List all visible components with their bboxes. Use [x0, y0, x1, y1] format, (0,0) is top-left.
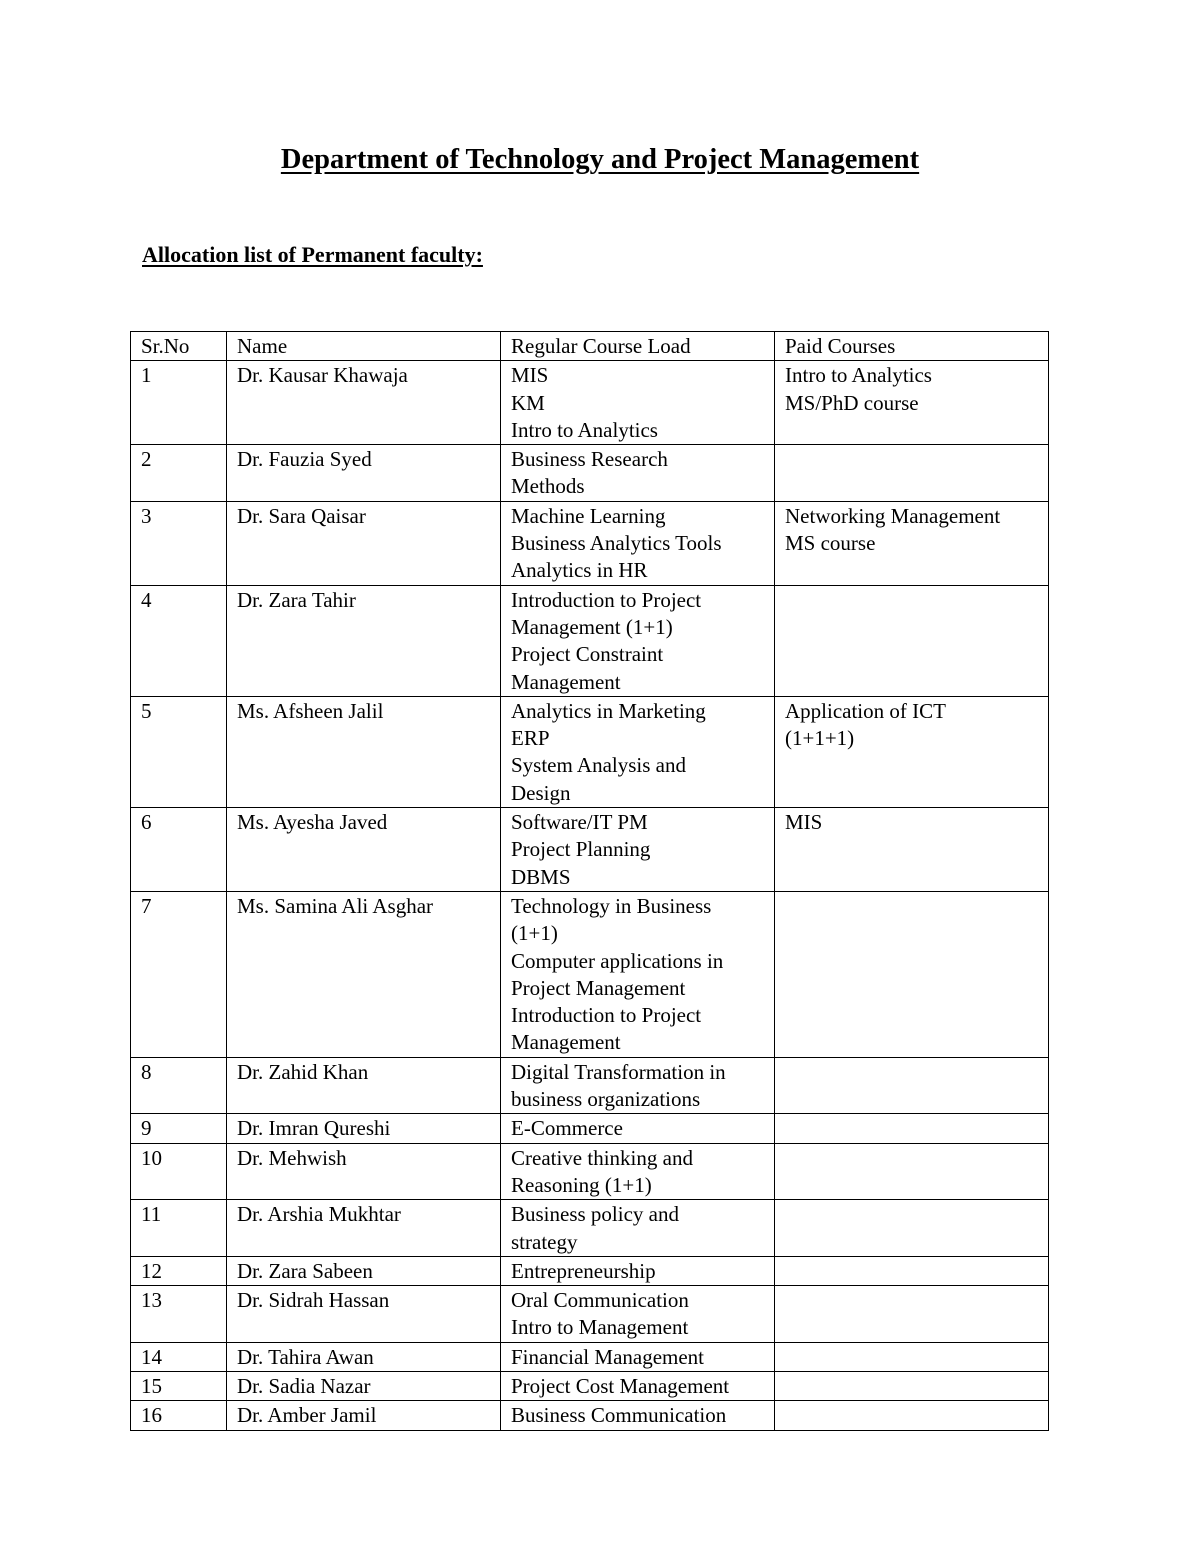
table-row	[131, 361, 1049, 445]
cell-regular-course-load	[501, 585, 775, 696]
cell-regular-course-load	[501, 1342, 775, 1371]
cell-paid-courses	[775, 891, 1049, 1057]
table-row	[131, 1114, 1049, 1143]
regular-course-line: DBMS	[511, 864, 571, 889]
cell-faculty-name: Dr. Kausar Khawaja	[227, 361, 501, 445]
cell-paid-courses	[775, 501, 1049, 585]
table-row	[131, 891, 1049, 1057]
cell-paid-courses	[775, 1401, 1049, 1430]
cell-sr-no: 14	[131, 1342, 227, 1371]
header-sr-no: Sr.No	[131, 332, 227, 361]
cell-regular-course-load	[501, 1200, 775, 1257]
cell-sr-no: 6	[131, 808, 227, 892]
paid-course-line: Intro to Analytics	[785, 363, 932, 388]
regular-course-line: Business Research	[511, 447, 668, 472]
table-row	[131, 1342, 1049, 1371]
regular-course-line: (1+1)	[511, 921, 558, 946]
cell-regular-course-load	[501, 1286, 775, 1343]
section-subtitle: Allocation list of Permanent faculty:	[142, 242, 483, 267]
paid-course-line: MIS	[785, 810, 823, 835]
regular-course-line: Reasoning (1+1)	[511, 1172, 652, 1197]
table-row	[131, 808, 1049, 892]
cell-regular-course-load	[501, 891, 775, 1057]
table-row	[131, 696, 1049, 807]
regular-course-line: Computer applications in	[511, 948, 724, 973]
cell-faculty-name: Dr. Fauzia Syed	[227, 445, 501, 502]
cell-paid-courses	[775, 808, 1049, 892]
header-regular-course-load: Regular Course Load	[501, 332, 775, 361]
cell-faculty-name: Dr. Sadia Nazar	[227, 1371, 501, 1400]
table-body	[131, 361, 1049, 1430]
regular-course-line: Project Planning	[511, 837, 651, 862]
regular-course-line: Project Management	[511, 975, 686, 1000]
regular-course-line: Business Communication	[511, 1403, 727, 1428]
cell-sr-no: 12	[131, 1256, 227, 1285]
regular-course-line: Management (1+1)	[511, 614, 673, 639]
regular-course-line: Digital Transformation in	[511, 1059, 726, 1084]
paid-course-line: Application of ICT	[785, 698, 946, 723]
table-row	[131, 501, 1049, 585]
cell-faculty-name: Dr. Sara Qaisar	[227, 501, 501, 585]
cell-paid-courses	[775, 361, 1049, 445]
cell-sr-no: 15	[131, 1371, 227, 1400]
header-name: Name	[227, 332, 501, 361]
cell-faculty-name: Ms. Afsheen Jalil	[227, 696, 501, 807]
regular-course-line: Business policy and	[511, 1202, 679, 1227]
faculty-allocation-table	[130, 331, 1049, 1431]
regular-course-line: Analytics in Marketing	[511, 698, 706, 723]
regular-course-line: Management	[511, 1030, 621, 1055]
cell-paid-courses	[775, 1342, 1049, 1371]
cell-sr-no: 5	[131, 696, 227, 807]
regular-course-line: E-Commerce	[511, 1116, 623, 1141]
cell-faculty-name: Dr. Tahira Awan	[227, 1342, 501, 1371]
cell-sr-no: 9	[131, 1114, 227, 1143]
regular-course-line: Financial Management	[511, 1344, 705, 1369]
regular-course-line: strategy	[511, 1229, 578, 1254]
cell-regular-course-load	[501, 445, 775, 502]
cell-sr-no: 8	[131, 1057, 227, 1114]
cell-faculty-name: Dr. Zara Tahir	[227, 585, 501, 696]
header-paid-courses: Paid Courses	[775, 332, 1049, 361]
regular-course-line: System Analysis and	[511, 753, 687, 778]
cell-sr-no: 3	[131, 501, 227, 585]
table-header-row	[131, 332, 1049, 361]
table-row	[131, 445, 1049, 502]
cell-paid-courses	[775, 1371, 1049, 1400]
cell-sr-no: 13	[131, 1286, 227, 1343]
cell-regular-course-load	[501, 1371, 775, 1400]
page-title: Department of Technology and Project Management	[280, 144, 920, 175]
cell-paid-courses	[775, 445, 1049, 502]
cell-regular-course-load	[501, 1256, 775, 1285]
cell-paid-courses	[775, 1286, 1049, 1343]
cell-faculty-name: Dr. Sidrah Hassan	[227, 1286, 501, 1343]
cell-regular-course-load	[501, 1057, 775, 1114]
regular-course-line: Business Analytics Tools	[511, 531, 722, 556]
cell-regular-course-load	[501, 808, 775, 892]
regular-course-line: Oral Communication	[511, 1288, 689, 1313]
regular-course-line: Project Cost Management	[511, 1373, 730, 1398]
cell-sr-no: 4	[131, 585, 227, 696]
cell-faculty-name: Dr. Mehwish	[227, 1143, 501, 1200]
table-row	[131, 1401, 1049, 1430]
table-row	[131, 1286, 1049, 1343]
table-row	[131, 1200, 1049, 1257]
cell-regular-course-load	[501, 696, 775, 807]
cell-regular-course-load	[501, 1114, 775, 1143]
regular-course-line: Analytics in HR	[511, 558, 648, 583]
regular-course-line: Management	[511, 669, 621, 694]
regular-course-line: Design	[511, 780, 571, 805]
regular-course-line: MIS	[511, 363, 549, 388]
paid-course-line: MS course	[785, 531, 876, 556]
cell-faculty-name: Dr. Imran Qureshi	[227, 1114, 501, 1143]
table-row	[131, 585, 1049, 696]
table-row	[131, 1256, 1049, 1285]
cell-faculty-name: Dr. Arshia Mukhtar	[227, 1200, 501, 1257]
regular-course-line: Entrepreneurship	[511, 1258, 656, 1283]
regular-course-line: Intro to Management	[511, 1315, 689, 1340]
table-row	[131, 1371, 1049, 1400]
regular-course-line: ERP	[511, 726, 550, 751]
cell-regular-course-load	[501, 1143, 775, 1200]
regular-course-line: Technology in Business	[511, 893, 712, 918]
cell-sr-no: 1	[131, 361, 227, 445]
cell-paid-courses	[775, 1057, 1049, 1114]
paid-course-line: (1+1+1)	[785, 726, 855, 751]
regular-course-line: Intro to Analytics	[511, 417, 658, 442]
cell-faculty-name: Dr. Amber Jamil	[227, 1401, 501, 1430]
cell-paid-courses	[775, 696, 1049, 807]
cell-faculty-name: Ms. Samina Ali Asghar	[227, 891, 501, 1057]
cell-regular-course-load	[501, 361, 775, 445]
cell-sr-no: 7	[131, 891, 227, 1057]
regular-course-line: Software/IT PM	[511, 810, 648, 835]
regular-course-line: KM	[511, 390, 545, 415]
table-row	[131, 1057, 1049, 1114]
cell-sr-no: 11	[131, 1200, 227, 1257]
cell-regular-course-load	[501, 1401, 775, 1430]
regular-course-line: Methods	[511, 474, 585, 499]
cell-faculty-name: Dr. Zahid Khan	[227, 1057, 501, 1114]
cell-paid-courses	[775, 1114, 1049, 1143]
regular-course-line: Introduction to Project	[511, 587, 702, 612]
cell-faculty-name: Dr. Zara Sabeen	[227, 1256, 501, 1285]
regular-course-line: Machine Learning	[511, 503, 666, 528]
cell-sr-no: 10	[131, 1143, 227, 1200]
cell-paid-courses	[775, 585, 1049, 696]
cell-paid-courses	[775, 1256, 1049, 1285]
cell-paid-courses	[775, 1143, 1049, 1200]
paid-course-line: MS/PhD course	[785, 390, 919, 415]
cell-sr-no: 2	[131, 445, 227, 502]
regular-course-line: Creative thinking and	[511, 1145, 693, 1170]
regular-course-line: Project Constraint	[511, 642, 664, 667]
cell-sr-no: 16	[131, 1401, 227, 1430]
table-row	[131, 1143, 1049, 1200]
cell-regular-course-load	[501, 501, 775, 585]
regular-course-line: business organizations	[511, 1087, 701, 1112]
regular-course-line: Introduction to Project	[511, 1003, 702, 1028]
cell-paid-courses	[775, 1200, 1049, 1257]
paid-course-line: Networking Management	[785, 503, 1001, 528]
cell-faculty-name: Ms. Ayesha Javed	[227, 808, 501, 892]
